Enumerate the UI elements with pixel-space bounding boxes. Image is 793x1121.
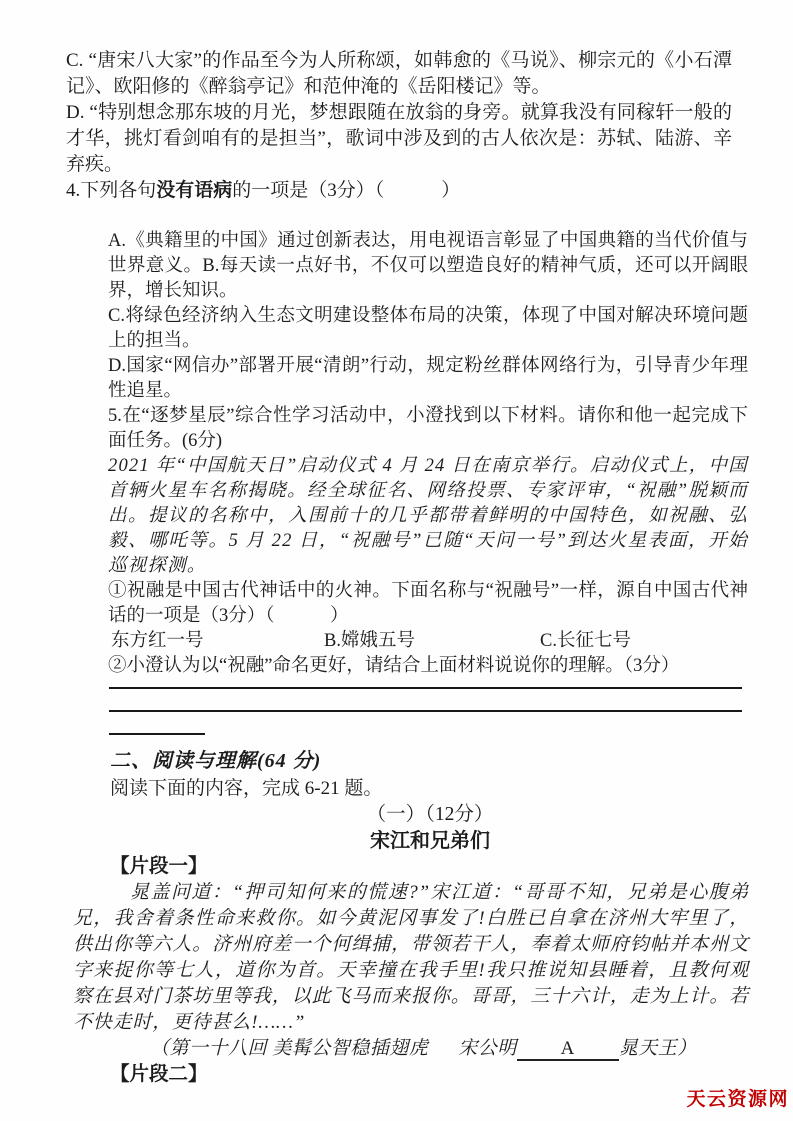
source-prefix: （第一十八回 美髯公智稳插翅虎 bbox=[150, 1038, 429, 1059]
question4-option-c: C.将绿色经济纳入生态文明建设整体布局的决策，体现了中国对解决环境问题上的担当。 bbox=[108, 306, 748, 351]
fragment2-label: 【片段二】 bbox=[110, 1064, 208, 1085]
question5-stem: 5.在“逐梦星辰”综合性学习活动中，小澄找到以下材料。请你和他一起完成下面任务。(6分) bbox=[108, 406, 748, 451]
source-line bbox=[150, 1036, 753, 1062]
question4-option-d: D.国家“网信办”部署开展“清朗”行动，规定粉丝群体网络行为，引导青少年理性追星。 bbox=[108, 356, 748, 401]
answer-line bbox=[109, 710, 742, 712]
question5-block bbox=[108, 404, 748, 679]
question5-option-c: C.长征七号 bbox=[540, 631, 631, 651]
fragment2-section bbox=[110, 1062, 750, 1088]
option-c-line: C. “唐宋八大家”的作品至今为人所称颂，如韩愈的《马说》、柳宗元的《小石潭记》、欧阳修的《醉翁亭记》和范仲淹的《岳阳楼记》等。 bbox=[66, 50, 732, 97]
question5-option-b: B.嫦娥五号 bbox=[324, 631, 415, 651]
section2-intro: 阅读下面的内容，完成 6-21 题。 bbox=[110, 778, 383, 799]
question5-sub2: ②小澄认为以“祝融”命名更好，请结合上面材料说说你的理解。（3分） bbox=[108, 656, 680, 676]
question4-stem-bold: 没有语病 bbox=[156, 180, 233, 201]
part-label: （一）（12分） bbox=[366, 804, 494, 825]
section2-heading: 二、阅读与理解(64 分) bbox=[110, 750, 322, 772]
question5-sub1: ①祝融是中国古代神话中的火神。下面名称与“祝融号”一样，源自中国古代神话的一项是（3分）（ ） bbox=[108, 581, 748, 626]
question4-stem-suffix: 的一项是（3分）（ ） bbox=[232, 180, 461, 201]
source-name: 宋公明 bbox=[458, 1038, 517, 1059]
source-suffix: 晁天王） bbox=[618, 1038, 697, 1059]
fragment1-text: 晁盖问道：“押司知何来的慌速?”宋江道：“哥哥不知，兄弟是心腹弟兄，我舍着条性命来救你。如今黄泥冈事发了!白胜已自拿在济州大牢里了，供出你等六人。济州府差一个何缉捕，带领若干人，奉着太师府钧帖并本州文字来捉你等七人，道你为首。天幸撞在我手里!我只推说知县睡着，且教何观察在县对门茶坊里等我，以此飞马而来报你。哥哥，三十六计，走为上计。若不快走时，更待甚么!……” bbox=[73, 882, 749, 1033]
section2 bbox=[110, 748, 750, 880]
answer-line bbox=[109, 687, 742, 689]
answer-line-short bbox=[109, 733, 205, 735]
answer-lines bbox=[109, 687, 753, 735]
previous-question-options bbox=[66, 48, 732, 204]
question4-options bbox=[108, 229, 748, 404]
option-d-line: D. “特别想念那东坡的月光，梦想跟随在放翁的身旁。就算我没有同稼轩一般的才华，挑灯看剑咱有的是担当”，歌词中涉及到的古人依次是：苏轼、陆游、辛弃疾。 bbox=[66, 102, 732, 175]
question5-option-a: 东方红一号 bbox=[111, 631, 204, 651]
fragment1-label: 【片段一】 bbox=[110, 856, 208, 877]
question4-stem bbox=[66, 178, 732, 204]
question4-option-ab: A.《典籍里的中国》通过创新表达，用电视语言彰显了中国典籍的当代价值与世界意义。B.每天读一点好书，不仅可以塑造良好的精神气质，还可以开阔眼界，增长知识。 bbox=[108, 231, 748, 301]
answer-blank-a: A bbox=[517, 1038, 619, 1061]
question4-stem-prefix: 4.下列各句 bbox=[66, 180, 157, 201]
watermark: 天云资源网 bbox=[686, 1089, 789, 1110]
passage-title: 宋江和兄弟们 bbox=[370, 830, 490, 852]
question5-option-row bbox=[108, 629, 748, 654]
question5-material: 2021 年“中国航天日”启动仪式 4 月 24 日在南京举行。启动仪式上，中国首辆火星车名称揭晓。经全球征名、网络投票、专家评审，“祝融”脱颖而出。提议的名称中，入围前十的几乎都带着鲜明的中国特色，如祝融、弘毅、哪吒等。5 月 22 日，“祝融号”已随“天问一号”到达火星表面，开始巡视探测。 bbox=[108, 456, 748, 576]
